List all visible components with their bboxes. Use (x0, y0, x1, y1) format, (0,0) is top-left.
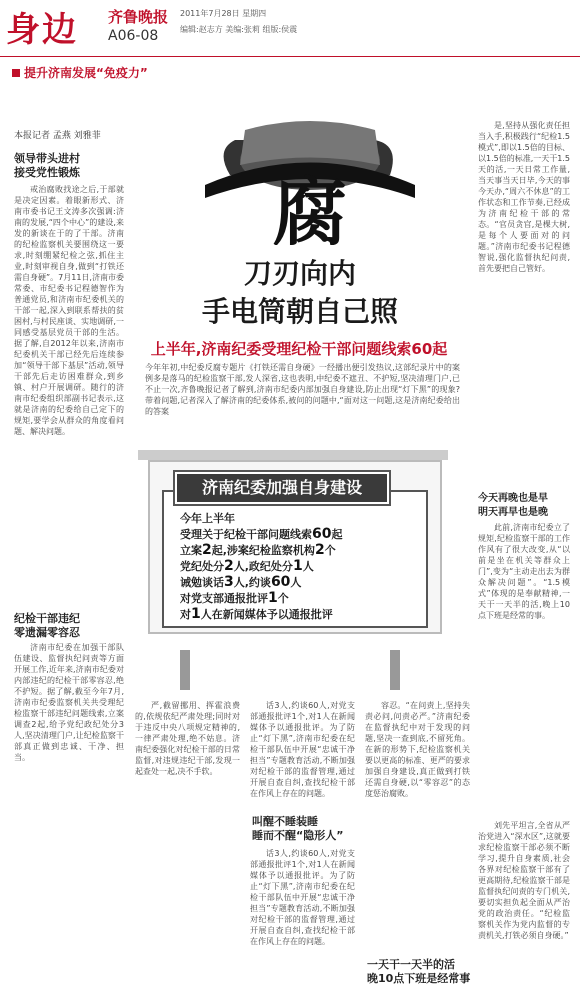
stat-text: 对党支部通报批评 (180, 592, 268, 605)
editors-credit: 编辑:赵志方 美编:张莉 组版:侯震 (180, 25, 298, 34)
section-banner (12, 64, 148, 81)
article-column-right-bottom (478, 820, 570, 988)
stat-text: 诫勉谈话 (180, 576, 224, 589)
subhead-right-1: 今天再晚也是早 明天再早也是晚 (478, 493, 548, 518)
article-column-right-mid (478, 522, 570, 812)
stat-number: 60 (270, 574, 291, 590)
billboard-stat-line (180, 558, 314, 574)
article-column-left-top (14, 184, 124, 604)
billboard-stat-line (180, 606, 333, 622)
subhead-left-2: 纪检干部违纪 零遗漏零容忍 (14, 612, 80, 639)
stat-text: 今年上半年 (180, 512, 235, 525)
article-column-mid-4 (365, 700, 470, 950)
stat-text: 起,涉案纪检监察机构 (211, 544, 315, 557)
billboard-roof (138, 450, 448, 460)
newspaper-logo: 齐鲁晚报 (108, 8, 169, 26)
stat-text: 个 (277, 592, 289, 605)
billboard-post-right (390, 650, 400, 690)
paragraph: 话3人,约谈60人,对党支部通报批评1个,对1人在新闻媒体予以通报批评。为了防止“灯下黑”,济南市纪委在纪检干部队伍中开展“忠诚干净担当”专题教育活动,不断加强对纪检干部的监督管理,通过开展自查自纠,查找纪检干部在作风上存在的问题。 (250, 701, 355, 798)
paragraph: 戒治腐败找途之后,于部就是决定因素。着眼新形式、济南市委书记王文涛多次强调:济南的发展,“四个中心”的建设,来发的新谈在于的了干部。济南的纪检监察机关要围绕这一要求,时刻绷紧纪检之弦,抓住主业,时刻审视自身,做到“打铁还需自身硬”。7月11日,济南市委常委、市纪委书记程德智作为普通党员,和济南市纪委机关的干部一起,深入到联系帮扶的贫困村,与村民座谈、实地调研,一同感受基层党员干部的生活。据了解,自2012年以来,济南市纪委机关干部已经先后连续参加“领导干部下基层”活动,领导干部先后走访困难群众,到乡镇、村户开展调研。随行的济南市纪委组织部副书记表示,这就是济南的纪委给自己定下的规矩,要学会从群众的角度看问题、解决问题。 (14, 185, 124, 436)
billboard-stat-line (180, 574, 301, 590)
billboard-stat-line (180, 542, 336, 558)
section-title: 身边 (6, 10, 78, 50)
stat-text: 人 (302, 560, 314, 573)
stat-number: 3 (224, 574, 234, 590)
subhead-mid: 叫醒不睡装睡 睡而不醒“隐形人” (252, 815, 344, 842)
paragraph: 济南市纪委在加强干部队伍建设、监督执纪问责等方面开展工作,近年来,济南市纪委对内部违纪的纪检干部零容忍,绝不护短。据了解,截至今年7月,济南市纪委监察机关共受理纪检监察干部违纪问题线索,立案调查2起,给予党纪政纪处分3人,坚决清理门户,让纪检监察干部真正做到忠诚、干净、担当。 (14, 643, 124, 762)
billboard-stat-line (180, 590, 289, 606)
article-column-left-bottom (14, 642, 124, 987)
headline-line-2: 手电筒朝自己照 (201, 295, 398, 328)
paragraph: 话3人,约谈60人,对党支部通报批评1个,对1人在新闻媒体予以通报批评。为了防止“灯下黑”,济南市纪委在纪检干部队伍中开展“忠诚干净担当”专题教育活动,不断加强对纪检干部的监督管理,通过开展自查自纠,查找纪检干部在作风上存在的问题。 (250, 849, 355, 946)
stat-number: 2 (224, 558, 234, 574)
article-column-mid-1 (135, 700, 240, 990)
stat-text: 立案 (180, 544, 202, 557)
stat-text: 党纪处分 (180, 560, 224, 573)
subhead-right-2: 一天干一天半的活 晚10点下班是经常事 (367, 958, 471, 985)
fist-illustration (175, 120, 445, 245)
stat-number: 2 (314, 542, 325, 558)
fist-crushing-icon (175, 120, 445, 245)
byline: 本报记者 孟燕 刘雅菲 (14, 131, 101, 141)
stat-number: 1 (292, 558, 303, 574)
stat-text: 个 (324, 544, 336, 557)
paragraph: 是,坚持从强化责任担当入手,积极践行“纪检1.5模式”,即以1.5倍的目标、以1.5倍的标准,一天干1.5天的活,一天日常工作量,当天事当天日毕,今天的事今天办,“周六不休息”的工作状态和工作节奏,已经成为济南纪检干部的常态。“官员贪官,是棵大树,是每个人要面对的问题。”济南市纪委书记程德智说,强化监督执纪问责,首先要把自己管好。 (478, 121, 570, 273)
stat-text: 人,政纪处分 (233, 560, 293, 573)
stat-text: 受理关于纪检干部问题线索 (180, 528, 312, 541)
paragraph: 容忍。“在问责上,坚持失责必问,问责必严。”济南纪委在监督执纪中对于发现的问题,坚决一查到底,不留死角。在新的形势下,纪检监察机关要以更高的标准、更严的要求加强自身建设,真正做到打铁还需自身硬,以“零容忍”的态度惩治腐败。 (365, 701, 470, 798)
stat-number: 2 (202, 542, 212, 558)
main-headline (150, 255, 450, 331)
billboard-stat-line (180, 526, 342, 542)
stat-text: 人,约谈 (233, 576, 271, 589)
stat-text: 人在新闻媒体予以通报批评 (200, 608, 333, 621)
headline-line-1: 刀刃向内 (243, 257, 356, 290)
stat-text: 起 (331, 528, 343, 541)
stat-text: 人 (290, 576, 302, 589)
intro-paragraph: 今年年初,中纪委反腐专题片《打铁还需自身硬》一经播出便引发热议,这部纪录片中的案例多是落马的纪检监察干部,发人深省,这也表明,中纪委不遮丑、不护短,坚决清理门户,已不止一次,齐鲁晚报记者了解到,济南市纪委内部加强自身建设,防止出现“灯下黑”的现象?带着问题,记者深入了解济南的纪委体系,被问的问题中,“面对这一问题,这是济南纪委给出的答案 (145, 363, 460, 416)
billboard-post-left (180, 650, 190, 690)
stat-number: 1 (268, 590, 278, 606)
banner-text: 提升济南发展“免疫力” (24, 66, 148, 80)
paragraph: 刘先平坦言,全省从严治党进入“深水区”,这就要求纪检监察干部必须不断学习,提升自身素质,社会各界对纪检监察干部有了更高期待,纪检监察干部是监督执纪问责的专门机关,要切实担负起全面从严治党的政治责任。“纪检监察机关作为党内监督的专责机关,打铁必须自身硬。” (478, 821, 570, 940)
stat-number: 60 (312, 526, 332, 542)
article-column-mid-2 (250, 700, 355, 810)
paragraph: 此前,济南市纪委立了规矩,纪检监察干部的工作作风有了很大改变,从“以前是坐在机关等群众上门”,变为“主动走出去为群众解决问题”。“1.5模式”体现的是奉献精神,一天干一天半的活,晚上10点下班是经常的事。 (478, 523, 570, 620)
masthead (0, 0, 580, 62)
headline-subtitle: 上半年,济南纪委受理纪检干部问题线索60起 (150, 340, 448, 358)
date-line: 2011年7月28日 星期四 (180, 9, 267, 18)
article-column-mid-3 (250, 848, 355, 988)
header-rule (0, 56, 580, 57)
subhead-left-1: 领导带头进村 接受党性锻炼 (14, 152, 80, 179)
paragraph: 严,截留挪用、挥霍浪费的,依规依纪严肃处理;同时对于违反中央八项规定精神的,一律严肃处理,绝不姑息。济南纪委强化对纪检干部的日常监督,对违规违纪干部,发现一起查处一起,决不手软。 (135, 701, 240, 776)
billboard-infographic (120, 432, 465, 692)
stat-text: 对 (180, 608, 191, 621)
billboard-title: 济南纪委加强自身建设 (175, 472, 389, 504)
page-code: A06-08 (108, 28, 159, 44)
square-bullet-icon (12, 69, 20, 77)
billboard-stat-line (180, 510, 235, 526)
stat-number: 1 (191, 606, 201, 622)
article-column-right-top (478, 120, 570, 485)
hero-character: 腐 (273, 170, 347, 245)
